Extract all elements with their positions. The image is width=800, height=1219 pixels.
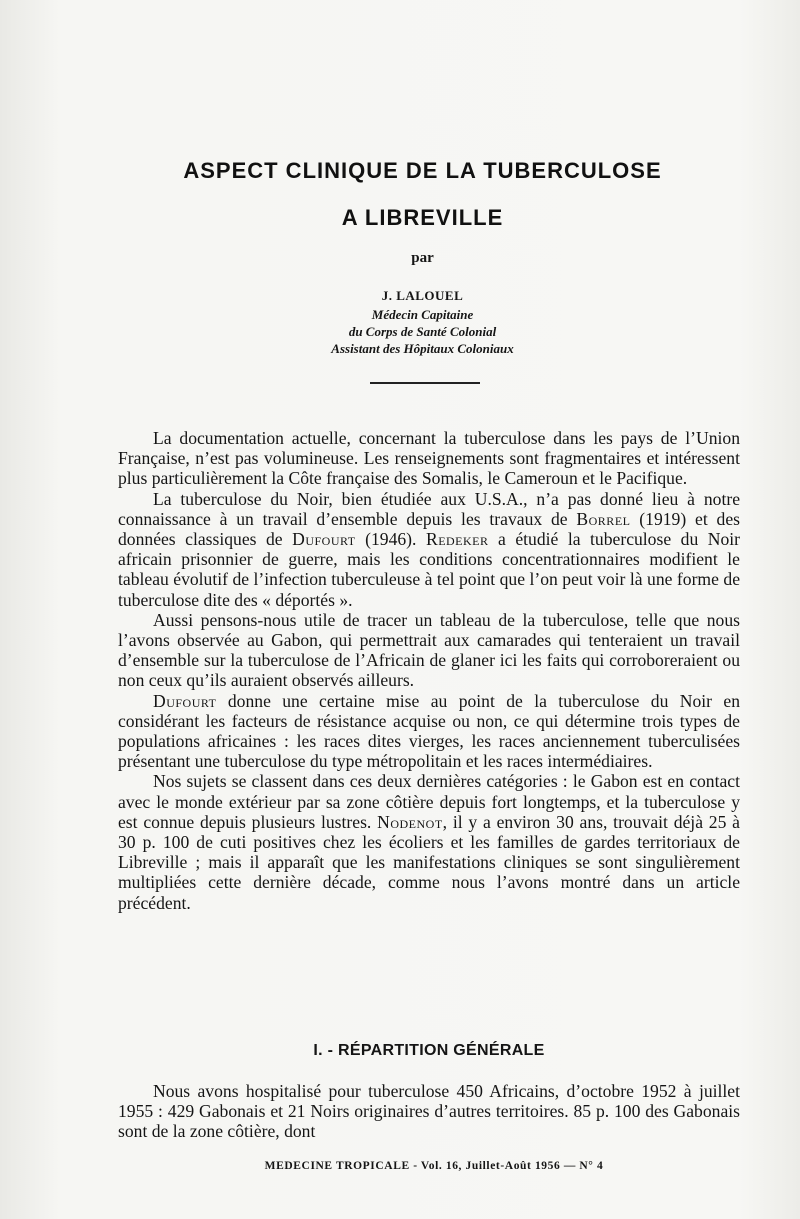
author-name: J. LALOUEL — [381, 288, 464, 303]
author-corps: du Corps de Santé Colonial — [348, 324, 497, 339]
paragraph-2 — [118, 489, 740, 610]
paragraph-4-text: donne une certaine mise au point de la tuberculose du Noir en considérant les facteurs de résistance acquise ou non, ce qui détermine trois types de populations africaines : les races dites vierges, les races anciennement tuberculisées présentant une tuberculose du type métropolitain et les races intermédiaires. — [118, 690, 740, 772]
paragraph-4 — [118, 691, 740, 772]
article-title-line2: A LIBREVILLE — [341, 205, 504, 230]
author-rank: Médecin Capitaine — [371, 307, 474, 322]
section-heading: I. - RÉPARTITION GÉNÉRALE — [313, 1042, 545, 1059]
paragraph-5-text-a: Nos sujets se classent dans ces deux dernières catégories : le Gabon est en contact avec le monde extérieur par sa zone côtière depuis fort longtemps, et la tuberculose y est connue depuis plusieurs lustres. — [118, 771, 740, 832]
article-title: ASPECT CLINIQUE DE LA TUBERCULOSE — [183, 158, 662, 183]
cited-author-dufourt-2: Dufourt — [153, 690, 217, 711]
paragraph-3: Aussi pensons-nous utile de tracer un tableau de la tuberculose, telle que nous l’avons observée au Gabon, qui permettrait aux camarades qui tenteraient un travail d’ensemble sur la tuberculose de l’Africain de glaner ici les faits qui corroboreraient ou non ceux qu’ils auraient observés ailleurs. — [118, 609, 740, 691]
cited-author-borrel: Borrel — [576, 508, 631, 529]
title-divider — [370, 382, 480, 384]
paragraph-5-text-b: , il y a environ 30 ans, trouvait déjà 25 à 30 p. 100 de cuti positives chez les écoliers et les familles de gardes territoriaux de Libreville ; mais il apparaît que les manifestations cliniques se sont singulièrement multipliées cette dernière décade, comme nous l’avons montré dans un article précédent. — [118, 811, 740, 913]
article-body — [118, 428, 740, 913]
paragraph-2-text-d: a étudié la tuberculose du Noir africain prisonnier de guerre, mais les conditions concentrationnaires modifient le tableau évolutif de l’infection tuberculeuse à tel point que l’on peut voir là une forme de tuberculose dite des « déportés ». — [118, 529, 740, 610]
section-body — [118, 1081, 740, 1142]
paragraph-2-text-a: La tuberculose du Noir, bien étudiée aux U.S.A., n’a pas donné lieu à notre connaissance à un travail d’ensemble depuis les travaux de — [118, 488, 740, 529]
journal-footer: MEDECINE TROPICALE - Vol. 16, Juillet-Août 1956 — N° 4 — [264, 1160, 604, 1172]
cited-author-redeker: Redeker — [425, 529, 489, 550]
cited-author-dufourt: Dufourt — [292, 529, 356, 550]
paragraph-2-text-c: (1946). — [355, 529, 426, 550]
author-position: Assistant des Hôpitaux Coloniaux — [331, 341, 514, 356]
section-paragraph-1: Nous avons hospitalisé pour tuberculose 450 Africains, d’octobre 1952 à juillet 1955 : 429 Gabonais et 21 Noirs originaires d’autres territoires. 85 p. 100 des Gabonais sont de la zone côtière, dont — [118, 1081, 740, 1142]
cited-author-nodenot: Nodenot — [377, 811, 443, 832]
paragraph-1: La documentation actuelle, concernant la tuberculose dans les pays de l’Union Française, n’est pas volumineuse. Les renseignements sont fragmentaires et intéressent plus particulièrement la Côte française des Somalis, le Cameroun et le Pacifique. — [118, 428, 740, 489]
paragraph-2-text-b: (1919) et des données classiques de — [118, 508, 740, 550]
paragraph-5 — [118, 771, 740, 912]
byline-par: par — [411, 250, 434, 266]
